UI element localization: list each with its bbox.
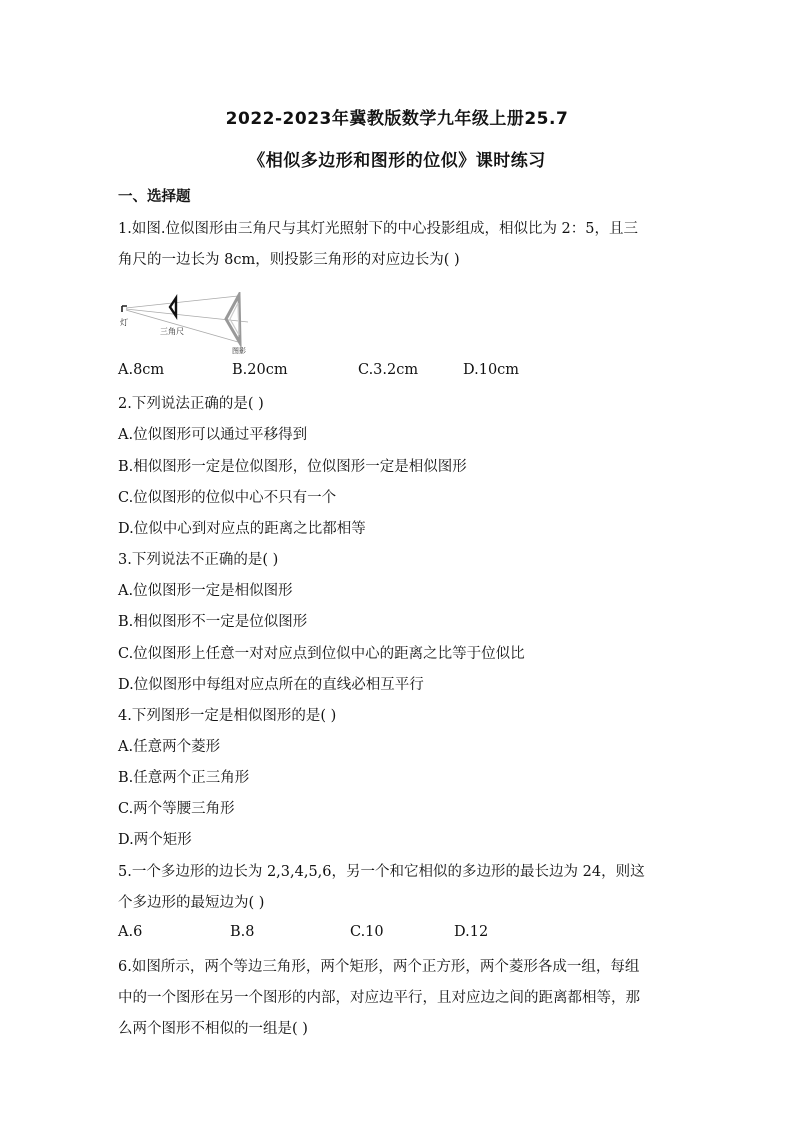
q5-stem-line-1: 5.一个多边形的边长为 2,3,4,5,6，另一个和它相似的多边形的最长边为 24，则这 <box>118 864 645 880</box>
q2-stem: 2.下列说法正确的是( ) <box>118 396 264 412</box>
q1-option-c: C.3.2cm <box>358 362 419 378</box>
worksheet-title-line-1: 2022-2023年冀教版数学九年级上册25.7 <box>225 109 569 129</box>
q1-option-d: D.10cm <box>463 362 520 378</box>
q5-option-c: C.10 <box>350 924 384 940</box>
q2-option-b: B.相似图形一定是位似图形，位似图形一定是相似图形 <box>118 459 467 475</box>
q2-option-d: D.位似中心到对应点的距离之比都相等 <box>118 521 366 537</box>
triangle-ruler-shape <box>170 298 176 316</box>
q5-stem-line-2: 个多边形的最短边为( ) <box>118 895 265 911</box>
q3-option-c: C.位似图形上任意一对对应点到位似中心的距离之比等于位似比 <box>118 646 525 662</box>
q6-stem-line-3: 么两个图形不相似的一组是( ) <box>118 1021 308 1037</box>
q3-stem: 3.下列说法不正确的是( ) <box>118 552 279 568</box>
q1-option-b: B.20cm <box>232 362 288 378</box>
q6-stem-line-1: 6.如图所示，两个等边三角形，两个矩形，两个正方形，两个菱形各成一组，每组 <box>118 959 640 975</box>
q4-option-d: D.两个矩形 <box>118 832 192 848</box>
q5-option-a: A.6 <box>118 924 143 940</box>
q4-stem: 4.下列图形一定是相似图形的是( ) <box>118 708 337 724</box>
q5-option-d: D.12 <box>454 924 489 940</box>
lamp-label: 灯 <box>120 318 128 327</box>
q3-option-a: A.位似图形一定是相似图形 <box>118 583 293 599</box>
q1-stem-line-1: 1.如图.位似图形由三角尺与其灯光照射下的中心投影组成，相似比为 2：5，且三 <box>118 221 639 237</box>
q4-option-c: C.两个等腰三角形 <box>118 801 235 817</box>
q2-option-c: C.位似图形的位似中心不只有一个 <box>118 490 337 506</box>
q1-option-a: A.8cm <box>118 362 165 378</box>
q6-stem-line-2: 中的一个图形在另一个图形的内部，对应边平行，且对应边之间的距离都相等，那 <box>118 990 640 1006</box>
q3-option-b: B.相似图形不一定是位似图形 <box>118 614 308 630</box>
q5-option-b: B.8 <box>230 924 255 940</box>
q4-option-b: B.任意两个正三角形 <box>118 770 250 786</box>
q1-projection-figure <box>118 292 268 354</box>
projection-label: 图影 <box>232 347 246 354</box>
ruler-label: 三角尺 <box>160 327 184 336</box>
worksheet-title-line-2: 《相似多边形和图形的位似》课时练习 <box>248 151 546 171</box>
q1-stem-line-2: 角尺的一边长为 8cm，则投影三角形的对应边长为( ) <box>118 252 460 268</box>
q3-option-d: D.位似图形中每组对应点所在的直线必相互平行 <box>118 677 424 693</box>
q2-option-a: A.位似图形可以通过平移得到 <box>118 427 308 443</box>
section-heading: 一、选择题 <box>118 189 191 205</box>
q4-option-a: A.任意两个菱形 <box>118 739 221 755</box>
